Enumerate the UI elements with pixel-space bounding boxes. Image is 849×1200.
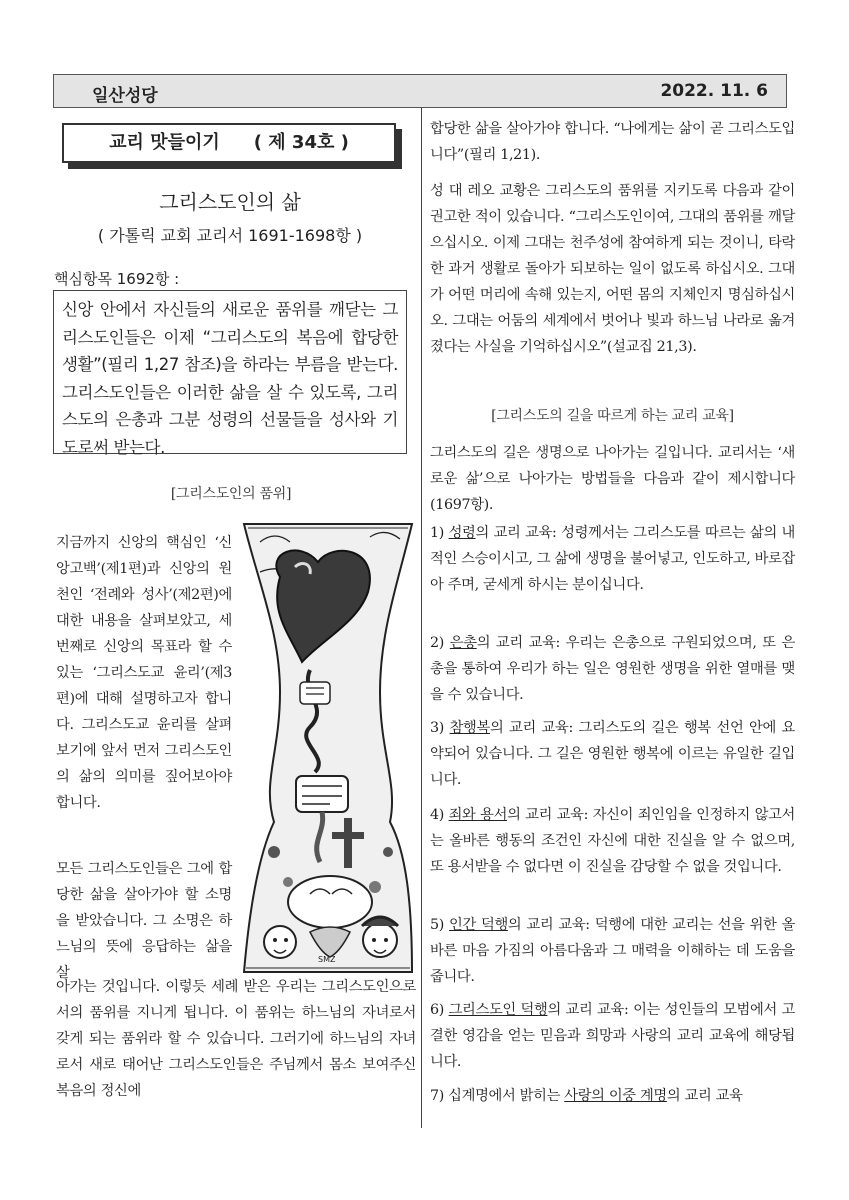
right-paragraph-3: 그리스도의 길은 생명으로 나아가는 길입니다. 교리서는 ‘새로운 삶’으로 나아가는 방법들을 다음과 같이 제시합니다(1697항). (430, 445, 795, 513)
list-item-term: 그리스도인 덕행 (448, 1002, 548, 1018)
title-box (62, 123, 396, 163)
core-item-box: 신앙 안에서 자신들의 새로운 품위를 깨닫는 그리스도인들은 이제 “그리스도의 복음에 합당한 생활”(필리 1,27 참조)을 하라는 부름을 받는다. 그리스도인들은 이러한 삶을 살 수 있도록, 그리스도의 은총과 그분 성령의 선물들을 성사와 기도로써 받는다. (53, 290, 407, 454)
left-paragraph-2-full: 아가는 것입니다. 이렇듯 세례 받은 우리는 그리스도인으로서의 품위를 지니게 됩니다. 이 품위는 하느님의 자녀로서 갖게 되는 품위라 할 수 있습니다. 그러기에 하느님의 자녀로서 새로 태어난 그리스도인들은 주님께서 몸소 보여주신 복음의 정신에 (56, 979, 416, 1099)
list-item-4: 4) 죄와 용서의 교리 교육: 자신이 죄인임을 인정하지 않고서는 올바른 행동의 조건인 자신에 대한 진실을 알 수 없으며, 또 용서받을 수 없다면 이 진실을 감당할 수 없을 것입니다. (430, 807, 795, 875)
list-item-6: 6) 그리스도인 덕행의 교리 교육: 이는 성인들의 모범에서 고결한 영감을 얻는 믿음과 희망과 사랑의 교리 교육에 해당됩니다. (430, 1002, 795, 1070)
issue-date: 2022. 11. 6 (660, 81, 768, 101)
list-item-7: 7) 십계명에서 밝히는 사랑의 이중 계명의 교리 교육 (430, 1088, 743, 1104)
left-paragraph-1: 지금까지 신앙의 핵심인 ‘신앙고백’(제1편)과 신앙의 원천인 ‘전례와 성사’(제2편)에 대한 내용을 살펴보았고, 세 번째로 신앙의 목표라 할 수 있는 ‘그리스도교 윤리’(제3편)에 대해 설명하고자 합니다. 그리스도교 윤리를 살펴보기에 앞서 먼저 그리스도인의 삶의 의미를 짚어보아야 합니다. (56, 535, 232, 811)
article-title: 그리스도인의 삶 (159, 190, 301, 214)
core-item-label: 핵심항목 1692항 : (54, 270, 180, 288)
page-header (53, 74, 787, 108)
list-item-term: 인간 덕행 (449, 917, 508, 933)
right-paragraph-1: 합당한 삶을 살아가야 합니다. “나에게는 삶이 곧 그리스도입니다”(필리 1,21). (430, 121, 795, 163)
list-item-term: 사랑의 이중 계명 (564, 1088, 667, 1104)
list-item-1: 1) 성령의 교리 교육: 성령께서는 그리스도를 따르는 삶의 내적인 스승이시고, 그 삶에 생명을 불어넣고, 인도하고, 바로잡아 주며, 굳세게 하시는 분이십니다. (430, 525, 796, 593)
section-heading-dignity: [그리스도인의 품위] (170, 486, 292, 502)
left-paragraph-2-wrapped: 모든 그리스도인들은 그에 합당한 삶을 살아가야 할 소명을 받았습니다. 그 소명은 하느님의 뜻에 응답하는 삶을 살 (56, 861, 232, 981)
issue-number: ( 제 34호 ) (253, 132, 349, 153)
list-item-3: 3) 참행복의 교리 교육: 그리스도의 길은 행복 선언 안에 요약되어 있습니다. 그 길은 영원한 행복에 이르는 유일한 길입니다. (430, 720, 795, 788)
column-divider (421, 108, 422, 1128)
list-item-term: 죄와 용서 (448, 807, 508, 823)
section-heading-catechesis: [그리스도의 길을 따르게 하는 교리 교육] (491, 408, 734, 424)
parish-name: 일산성당 (92, 86, 158, 106)
christian-life-illustration (240, 522, 416, 974)
list-item-term: 성령 (448, 525, 476, 541)
right-paragraph-2: 성 대 레오 교황은 그리스도의 품위를 지키도록 다음과 같이 권고한 적이 있습니다. “그리스도인이여, 그대의 품위를 깨달으십시오. 이제 그대는 천주성에 참여하게 되는 것이니, 타락한 과거 생활로 돌아가 되보하는 일이 없도록 하십시오. 그대가 어떤 머리에 속해 있는지, 어떤 몸의 지체인지 명심하십시오. 그대는 어둠의 세계에서 벗어나 빛과 하느님 나라로 옮겨졌다는 사실을 기억하십시오”(설교집 21,3). (430, 183, 795, 355)
list-item-5: 5) 인간 덕행의 교리 교육: 덕행에 대한 교리는 선을 위한 올바른 마음 가짐의 아름다움과 그 매력을 이해하는 데 도움을 줍니다. (430, 917, 795, 985)
catechism-reference: ( 가톨릭 교회 교리서 1691-1698항 ) (97, 226, 363, 245)
illustration-signature: SMZ (318, 955, 336, 964)
series-title: 교리 맛들이기 (109, 132, 220, 153)
list-item-2: 2) 은총의 교리 교육: 우리는 은총으로 구원되었으며, 또 은총을 통하여 우리가 하는 일은 영원한 생명을 위한 열매를 맺을 수 있습니다. (430, 635, 795, 703)
list-item-term: 은총 (449, 635, 477, 651)
list-item-term: 참행복 (449, 720, 490, 736)
